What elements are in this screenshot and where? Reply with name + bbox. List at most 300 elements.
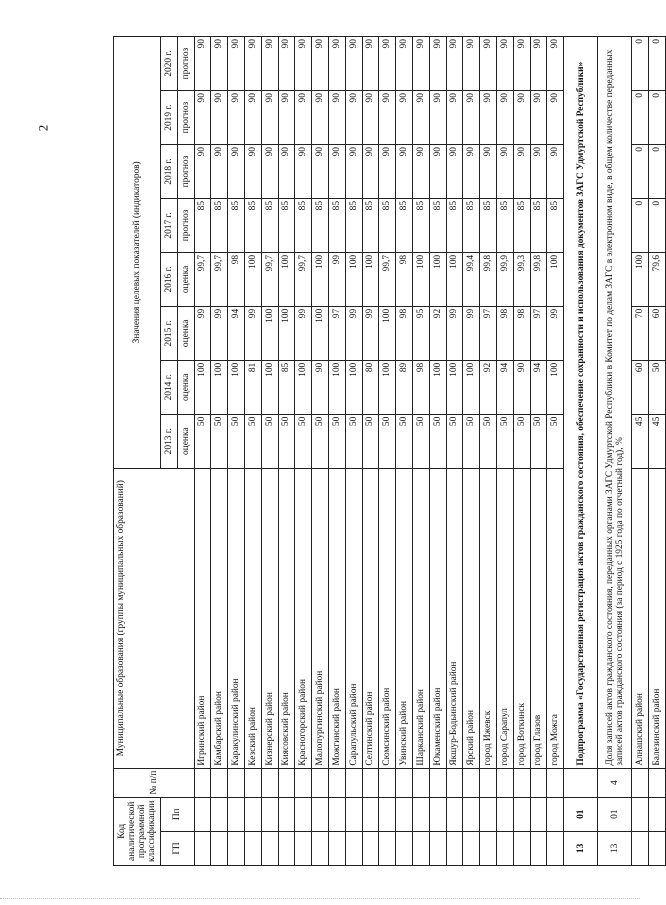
value-cell: 90 xyxy=(295,145,312,199)
value-cell: 85 xyxy=(446,198,463,252)
empty-cell xyxy=(379,831,396,865)
year-header: 2013 г. xyxy=(161,414,178,468)
table-row xyxy=(513,37,530,866)
value-cell: 99,7 xyxy=(379,252,396,306)
empty-cell xyxy=(648,768,665,797)
value-cell: 100 xyxy=(429,360,446,414)
value-cell: 80 xyxy=(362,360,379,414)
table-row xyxy=(648,37,665,866)
value-cell: 90 xyxy=(463,145,480,199)
scan-edge xyxy=(0,898,640,899)
value-cell: 85 xyxy=(496,198,513,252)
value-cell: 90 xyxy=(211,37,228,91)
empty-cell xyxy=(328,831,345,865)
value-cell: 90 xyxy=(480,145,497,199)
value-cell: 90 xyxy=(379,145,396,199)
value-cell: 90 xyxy=(446,37,463,91)
empty-cell xyxy=(312,797,329,831)
empty-cell xyxy=(463,831,480,865)
value-cell: 100 xyxy=(463,360,480,414)
value-cell: 50 xyxy=(429,414,446,468)
value-cell: 90 xyxy=(362,145,379,199)
value-cell: 90 xyxy=(513,37,530,91)
value-cell: 90 xyxy=(396,91,413,145)
municipality-name: Балезинский район xyxy=(648,468,665,768)
value-cell: 90 xyxy=(379,37,396,91)
kind-header: прогноз xyxy=(177,198,194,252)
table-body-2 xyxy=(632,37,666,866)
kind-header: прогноз xyxy=(177,37,194,91)
municipality-name: город Сарапул xyxy=(496,468,513,768)
value-cell: 50 xyxy=(513,414,530,468)
table-row xyxy=(312,37,329,866)
value-cell: 50 xyxy=(312,414,329,468)
value-cell: 100 xyxy=(244,252,261,306)
municipality-name: город Ижевск xyxy=(480,468,497,768)
value-cell: 90 xyxy=(513,91,530,145)
value-cell: 100 xyxy=(295,360,312,414)
code-header: Код аналитической программной классификации xyxy=(114,797,161,865)
value-cell: 85 xyxy=(278,360,295,414)
value-cell: 90 xyxy=(312,91,329,145)
value-cell: 90 xyxy=(429,91,446,145)
subprogram-pp: 01 xyxy=(564,797,598,831)
kind-header: оценка xyxy=(177,252,194,306)
empty-cell xyxy=(244,768,261,797)
value-cell: 90 xyxy=(194,91,211,145)
empty-cell xyxy=(530,831,547,865)
empty-cell xyxy=(412,768,429,797)
municipality-name: город Можга xyxy=(547,468,564,768)
municipality-name: Алнашский район xyxy=(632,468,649,768)
value-cell: 90 xyxy=(278,37,295,91)
empty-cell xyxy=(513,768,530,797)
value-cell: 97 xyxy=(530,306,547,360)
value-cell: 89 xyxy=(396,360,413,414)
municipality-header: Муниципальные образования (группы муниципальных образований) xyxy=(114,468,195,768)
value-cell: 90 xyxy=(295,91,312,145)
value-cell: 90 xyxy=(480,37,497,91)
value-cell: 0 xyxy=(648,198,665,252)
value-cell: 85 xyxy=(412,198,429,252)
value-cell: 50 xyxy=(379,414,396,468)
empty-cell xyxy=(244,797,261,831)
value-cell: 90 xyxy=(295,37,312,91)
empty-cell xyxy=(446,797,463,831)
value-cell: 100 xyxy=(228,360,245,414)
value-cell: 90 xyxy=(463,37,480,91)
value-cell: 90 xyxy=(362,37,379,91)
year-header: 2019 г. xyxy=(161,91,178,145)
empty-cell xyxy=(228,768,245,797)
empty-cell xyxy=(295,797,312,831)
value-cell: 90 xyxy=(194,37,211,91)
value-cell: 50 xyxy=(261,414,278,468)
value-cell: 92 xyxy=(480,360,497,414)
value-cell: 97 xyxy=(328,306,345,360)
value-cell: 90 xyxy=(496,37,513,91)
value-cell: 90 xyxy=(345,91,362,145)
value-cell: 94 xyxy=(228,306,245,360)
value-cell: 99,9 xyxy=(496,252,513,306)
empty-cell xyxy=(429,768,446,797)
empty-cell xyxy=(480,768,497,797)
value-cell: 100 xyxy=(278,252,295,306)
table-row xyxy=(412,37,429,866)
value-cell: 90 xyxy=(446,91,463,145)
value-cell: 98 xyxy=(396,252,413,306)
value-cell: 99 xyxy=(194,306,211,360)
empty-cell xyxy=(513,797,530,831)
value-cell: 98 xyxy=(396,306,413,360)
table-row xyxy=(328,37,345,866)
value-cell: 100 xyxy=(547,360,564,414)
value-cell: 85 xyxy=(211,198,228,252)
empty-cell xyxy=(632,768,649,797)
municipality-name: Игринский район xyxy=(194,468,211,768)
value-cell: 100 xyxy=(211,360,228,414)
value-cell: 100 xyxy=(429,252,446,306)
value-cell: 100 xyxy=(278,306,295,360)
value-cell: 90 xyxy=(211,91,228,145)
value-cell: 50 xyxy=(244,414,261,468)
value-cell: 90 xyxy=(412,91,429,145)
indicator-num: 4 xyxy=(598,768,632,797)
value-cell: 0 xyxy=(632,198,649,252)
empty-cell xyxy=(564,768,598,797)
value-cell: 85 xyxy=(228,198,245,252)
empty-cell xyxy=(547,768,564,797)
empty-cell xyxy=(345,768,362,797)
value-cell: 98 xyxy=(228,252,245,306)
table-row xyxy=(547,37,564,866)
empty-cell xyxy=(194,831,211,865)
value-cell: 100 xyxy=(261,306,278,360)
value-cell: 98 xyxy=(496,306,513,360)
empty-cell xyxy=(530,768,547,797)
municipality-name: Камбарский район xyxy=(211,468,228,768)
value-cell: 90 xyxy=(228,91,245,145)
value-cell: 100 xyxy=(632,252,649,306)
value-cell: 90 xyxy=(244,37,261,91)
value-cell: 98 xyxy=(412,360,429,414)
value-cell: 90 xyxy=(446,145,463,199)
value-cell: 90 xyxy=(244,145,261,199)
empty-cell xyxy=(345,797,362,831)
value-cell: 90 xyxy=(278,145,295,199)
value-cell: 99,8 xyxy=(480,252,497,306)
value-cell: 90 xyxy=(228,145,245,199)
value-cell: 90 xyxy=(396,145,413,199)
empty-cell xyxy=(496,831,513,865)
value-cell: 99,3 xyxy=(513,252,530,306)
empty-cell xyxy=(412,797,429,831)
value-cell: 90 xyxy=(547,145,564,199)
municipality-name: Можгинский район xyxy=(328,468,345,768)
table-row xyxy=(463,37,480,866)
value-cell: 0 xyxy=(632,145,649,199)
value-cell: 85 xyxy=(295,198,312,252)
empty-cell xyxy=(463,797,480,831)
value-cell: 85 xyxy=(328,198,345,252)
value-cell: 90 xyxy=(412,145,429,199)
value-cell: 99,4 xyxy=(463,252,480,306)
value-cell: 90 xyxy=(328,145,345,199)
value-cell: 99 xyxy=(463,306,480,360)
table-row xyxy=(295,37,312,866)
empty-cell xyxy=(228,831,245,865)
value-cell: 50 xyxy=(547,414,564,468)
kind-header: оценка xyxy=(177,360,194,414)
value-cell: 100 xyxy=(261,360,278,414)
code-pp-header: Пп xyxy=(161,797,195,831)
table-row xyxy=(632,37,649,866)
value-cell: 85 xyxy=(429,198,446,252)
value-cell: 50 xyxy=(362,414,379,468)
value-cell: 90 xyxy=(396,37,413,91)
empty-cell xyxy=(379,768,396,797)
empty-cell xyxy=(412,831,429,865)
kind-header: оценка xyxy=(177,306,194,360)
value-cell: 90 xyxy=(547,37,564,91)
value-cell: 90 xyxy=(530,145,547,199)
value-cell: 90 xyxy=(228,37,245,91)
value-cell: 90 xyxy=(513,360,530,414)
table-row xyxy=(278,37,295,866)
value-cell: 90 xyxy=(463,91,480,145)
empty-cell xyxy=(362,797,379,831)
municipality-name: Кезский район xyxy=(244,468,261,768)
value-cell: 0 xyxy=(648,37,665,91)
empty-cell xyxy=(496,797,513,831)
value-cell: 81 xyxy=(244,360,261,414)
indicator-pp: 01 xyxy=(598,797,632,831)
value-cell: 85 xyxy=(312,198,329,252)
empty-cell xyxy=(261,797,278,831)
municipality-name: Селтинский район xyxy=(362,468,379,768)
empty-cell xyxy=(480,831,497,865)
empty-cell xyxy=(396,797,413,831)
value-cell: 90 xyxy=(362,91,379,145)
municipality-name: Красногорский район xyxy=(295,468,312,768)
value-cell: 94 xyxy=(496,360,513,414)
empty-cell xyxy=(278,831,295,865)
table-row xyxy=(496,37,513,866)
value-cell: 85 xyxy=(513,198,530,252)
value-cell: 90 xyxy=(547,91,564,145)
value-cell: 50 xyxy=(396,414,413,468)
value-cell: 90 xyxy=(513,145,530,199)
code-gp-header: ГП xyxy=(161,831,195,865)
value-cell: 85 xyxy=(379,198,396,252)
value-cell: 85 xyxy=(547,198,564,252)
empty-cell xyxy=(211,768,228,797)
value-cell: 90 xyxy=(496,145,513,199)
value-cell: 50 xyxy=(530,414,547,468)
value-cell: 90 xyxy=(312,145,329,199)
empty-cell xyxy=(648,831,665,865)
value-cell: 85 xyxy=(194,198,211,252)
table-row xyxy=(480,37,497,866)
value-cell: 90 xyxy=(194,145,211,199)
value-cell: 90 xyxy=(345,145,362,199)
value-cell: 50 xyxy=(211,414,228,468)
subprogram-row xyxy=(564,37,598,866)
value-cell: 60 xyxy=(648,306,665,360)
value-cell: 99 xyxy=(244,306,261,360)
empty-cell xyxy=(446,831,463,865)
empty-cell xyxy=(429,797,446,831)
empty-cell xyxy=(396,768,413,797)
value-cell: 60 xyxy=(632,360,649,414)
year-header: 2014 г. xyxy=(161,360,178,414)
value-cell: 99 xyxy=(547,306,564,360)
year-header: 2016 г. xyxy=(161,252,178,306)
empty-cell xyxy=(328,797,345,831)
empty-cell xyxy=(362,831,379,865)
value-cell: 98 xyxy=(513,306,530,360)
value-cell: 50 xyxy=(278,414,295,468)
empty-cell xyxy=(513,831,530,865)
table-body xyxy=(194,37,564,866)
value-cell: 90 xyxy=(480,91,497,145)
value-cell: 99 xyxy=(211,306,228,360)
value-cell: 99 xyxy=(328,252,345,306)
empty-cell xyxy=(278,768,295,797)
value-cell: 99 xyxy=(295,306,312,360)
empty-cell xyxy=(632,831,649,865)
municipality-name: Якшур-Бодьинский район xyxy=(446,468,463,768)
value-cell: 90 xyxy=(328,37,345,91)
table-row xyxy=(396,37,413,866)
value-cell: 85 xyxy=(261,198,278,252)
value-cell: 99,7 xyxy=(194,252,211,306)
num-header: № п/п xyxy=(114,768,195,797)
value-cell: 95 xyxy=(412,306,429,360)
value-cell: 99 xyxy=(446,306,463,360)
value-cell: 100 xyxy=(362,252,379,306)
value-cell: 100 xyxy=(446,252,463,306)
empty-cell xyxy=(396,831,413,865)
value-cell: 85 xyxy=(396,198,413,252)
empty-cell xyxy=(228,797,245,831)
empty-cell xyxy=(278,797,295,831)
value-cell: 90 xyxy=(261,145,278,199)
value-cell: 50 xyxy=(412,414,429,468)
value-cell: 85 xyxy=(278,198,295,252)
value-cell: 92 xyxy=(429,306,446,360)
municipality-name: Киясовский район xyxy=(278,468,295,768)
municipality-name: Сарапульский район xyxy=(345,468,362,768)
value-cell: 100 xyxy=(379,360,396,414)
value-cell: 100 xyxy=(312,306,329,360)
empty-cell xyxy=(379,797,396,831)
value-cell: 90 xyxy=(244,91,261,145)
empty-cell xyxy=(312,768,329,797)
value-cell: 90 xyxy=(496,91,513,145)
empty-cell xyxy=(244,831,261,865)
value-cell: 90 xyxy=(328,91,345,145)
municipality-name: город Глазов xyxy=(530,468,547,768)
indicator-row xyxy=(598,37,632,866)
municipality-name: Ярский район xyxy=(463,468,480,768)
value-cell: 50 xyxy=(345,414,362,468)
value-cell: 45 xyxy=(632,414,649,468)
value-cell: 99,7 xyxy=(295,252,312,306)
value-cell: 85 xyxy=(345,198,362,252)
municipality-name: Увинский район xyxy=(396,468,413,768)
value-cell: 50 xyxy=(648,360,665,414)
empty-cell xyxy=(345,831,362,865)
subprogram-gp: 13 xyxy=(564,831,598,865)
empty-cell xyxy=(362,768,379,797)
kind-header: прогноз xyxy=(177,145,194,199)
empty-cell xyxy=(312,831,329,865)
value-cell: 100 xyxy=(412,252,429,306)
value-cell: 90 xyxy=(312,360,329,414)
value-cell: 90 xyxy=(261,37,278,91)
table-row xyxy=(530,37,547,866)
value-cell: 100 xyxy=(328,360,345,414)
value-cell: 97 xyxy=(480,306,497,360)
table-row xyxy=(345,37,362,866)
rotated-table-container xyxy=(113,36,662,866)
table-row xyxy=(211,37,228,866)
table-row xyxy=(244,37,261,866)
municipality-name: Шарканский район xyxy=(412,468,429,768)
table-row xyxy=(228,37,245,866)
empty-cell xyxy=(261,768,278,797)
value-cell: 85 xyxy=(463,198,480,252)
kind-header: прогноз xyxy=(177,91,194,145)
table-row xyxy=(379,37,396,866)
value-cell: 90 xyxy=(429,145,446,199)
value-cell: 100 xyxy=(547,252,564,306)
value-cell: 99,7 xyxy=(211,252,228,306)
value-cell: 100 xyxy=(379,306,396,360)
value-cell: 90 xyxy=(278,91,295,145)
value-cell: 90 xyxy=(412,37,429,91)
value-cell: 45 xyxy=(648,414,665,468)
year-header: 2018 г. xyxy=(161,145,178,199)
empty-cell xyxy=(632,797,649,831)
empty-cell xyxy=(295,768,312,797)
empty-cell xyxy=(261,831,278,865)
value-cell: 90 xyxy=(211,145,228,199)
municipality-name: Сюмсинский район xyxy=(379,468,396,768)
empty-cell xyxy=(194,797,211,831)
empty-cell xyxy=(446,768,463,797)
kind-header: оценка xyxy=(177,414,194,468)
value-cell: 94 xyxy=(530,360,547,414)
value-cell: 100 xyxy=(345,252,362,306)
value-cell: 85 xyxy=(362,198,379,252)
table-row xyxy=(429,37,446,866)
table-row xyxy=(362,37,379,866)
indicators-header: Значения целевых показателей (индикаторов) xyxy=(114,37,161,469)
empty-cell xyxy=(547,797,564,831)
table-row xyxy=(261,37,278,866)
value-cell: 90 xyxy=(530,91,547,145)
indicator-gp: 13 xyxy=(598,831,632,865)
empty-cell xyxy=(211,831,228,865)
value-cell: 90 xyxy=(530,37,547,91)
value-cell: 50 xyxy=(496,414,513,468)
value-cell: 90 xyxy=(379,91,396,145)
year-header: 2015 г. xyxy=(161,306,178,360)
value-cell: 0 xyxy=(632,37,649,91)
value-cell: 50 xyxy=(480,414,497,468)
